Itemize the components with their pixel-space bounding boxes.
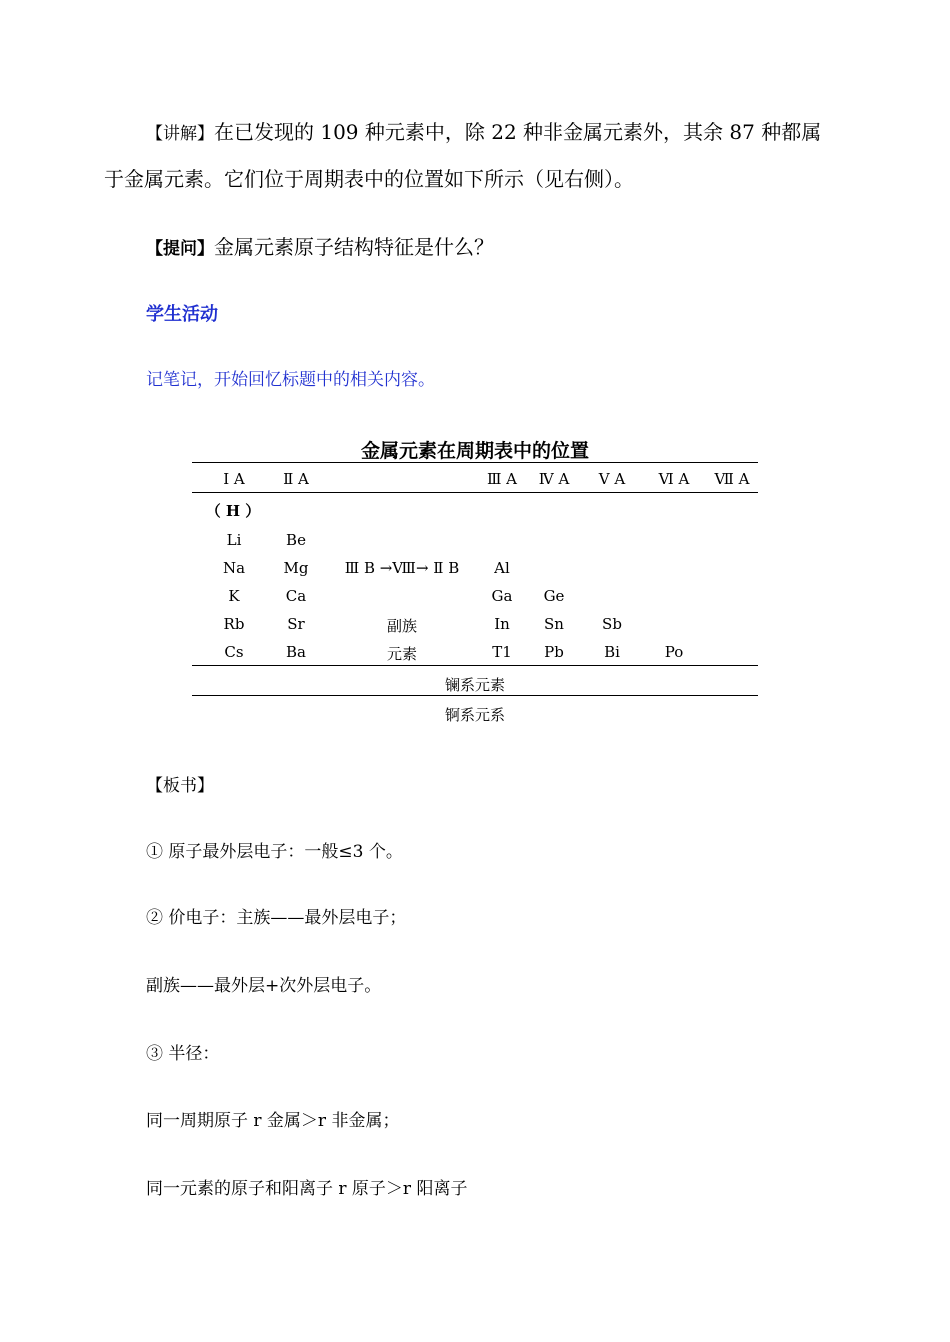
board-item-2b: 副族——最外层+次外层电子。 bbox=[146, 976, 382, 996]
question-text: 金属元素原子结构特征是什么？ bbox=[214, 235, 494, 259]
question-paragraph bbox=[146, 235, 494, 259]
top-rule bbox=[192, 462, 758, 463]
hydrogen-cell: （ H ） bbox=[205, 502, 261, 520]
board-heading: 【板书】 bbox=[146, 776, 214, 796]
subgroup-label-1: 副族 bbox=[386, 617, 417, 635]
explanation-label: 【讲解】 bbox=[146, 124, 214, 144]
element-cell: Ba bbox=[286, 643, 306, 661]
element-cell: K bbox=[228, 587, 240, 605]
activity-heading: 学生活动 bbox=[146, 304, 218, 325]
transition-range: Ⅲ B →Ⅷ→ Ⅱ B bbox=[344, 559, 460, 577]
element-cell: Na bbox=[222, 559, 246, 577]
element-cell: Al bbox=[494, 559, 510, 577]
board-item-3a: 同一周期原子 r 金属＞r 非金属； bbox=[146, 1111, 400, 1131]
element-cell: Sn bbox=[544, 615, 564, 633]
element-cell: In bbox=[494, 615, 510, 633]
board-item-3: ③ 半径： bbox=[146, 1044, 220, 1064]
element-cell: Ga bbox=[491, 587, 513, 605]
element-cell: Bi bbox=[604, 643, 620, 661]
lanthanides-label: 镧系元素 bbox=[444, 676, 505, 694]
explanation-paragraph-line1 bbox=[146, 120, 821, 144]
element-cell: Pb bbox=[544, 643, 564, 661]
element-cell: Sb bbox=[602, 615, 622, 633]
group-header-5a: Ⅴ A bbox=[598, 470, 626, 488]
group-header-6a: Ⅵ A bbox=[658, 470, 690, 488]
lower-rule bbox=[192, 665, 758, 666]
group-header-7a: Ⅶ A bbox=[714, 470, 750, 488]
explanation-text-line1: 在已发现的 109 种元素中，除 22 种非金属元素外，其余 87 种都属 bbox=[214, 120, 822, 144]
element-cell: T1 bbox=[492, 643, 512, 661]
group-header-4a: Ⅳ A bbox=[538, 470, 570, 488]
element-cell: Sr bbox=[287, 615, 305, 633]
element-cell: Ca bbox=[285, 587, 307, 605]
element-cell: Mg bbox=[283, 559, 309, 577]
subgroup-label-2: 元素 bbox=[386, 645, 417, 663]
element-cell: Cs bbox=[224, 643, 244, 661]
board-item-2: ② 价电子：主族——最外层电子； bbox=[146, 908, 407, 928]
explanation-text-line2: 于金属元素。它们位于周期表中的位置如下所示（见右侧）。 bbox=[104, 167, 634, 191]
group-header-1a: Ⅰ A bbox=[223, 470, 245, 488]
figure-title: 金属元素在周期表中的位置 bbox=[360, 440, 589, 462]
periodic-table-figure bbox=[192, 432, 758, 732]
group-header-3a: Ⅲ A bbox=[486, 470, 518, 488]
actinides-label: 锕系元系 bbox=[444, 706, 505, 724]
element-cell: Li bbox=[226, 531, 242, 549]
question-label: 【提问】 bbox=[146, 239, 214, 259]
element-cell: Rb bbox=[223, 615, 245, 633]
element-cell: Po bbox=[664, 643, 684, 661]
activity-text: 记笔记，开始回忆标题中的相关内容。 bbox=[146, 370, 435, 390]
header-rule bbox=[192, 492, 758, 493]
element-cell: Be bbox=[286, 531, 306, 549]
element-cell: Ge bbox=[543, 587, 565, 605]
board-item-3b: 同一元素的原子和阳离子 r 原子＞r 阳离子 bbox=[146, 1179, 468, 1199]
bottom-rule bbox=[192, 695, 758, 696]
board-item-1: ① 原子最外层电子：一般≤3 个。 bbox=[146, 842, 403, 862]
group-header-2a: Ⅱ A bbox=[283, 470, 309, 488]
